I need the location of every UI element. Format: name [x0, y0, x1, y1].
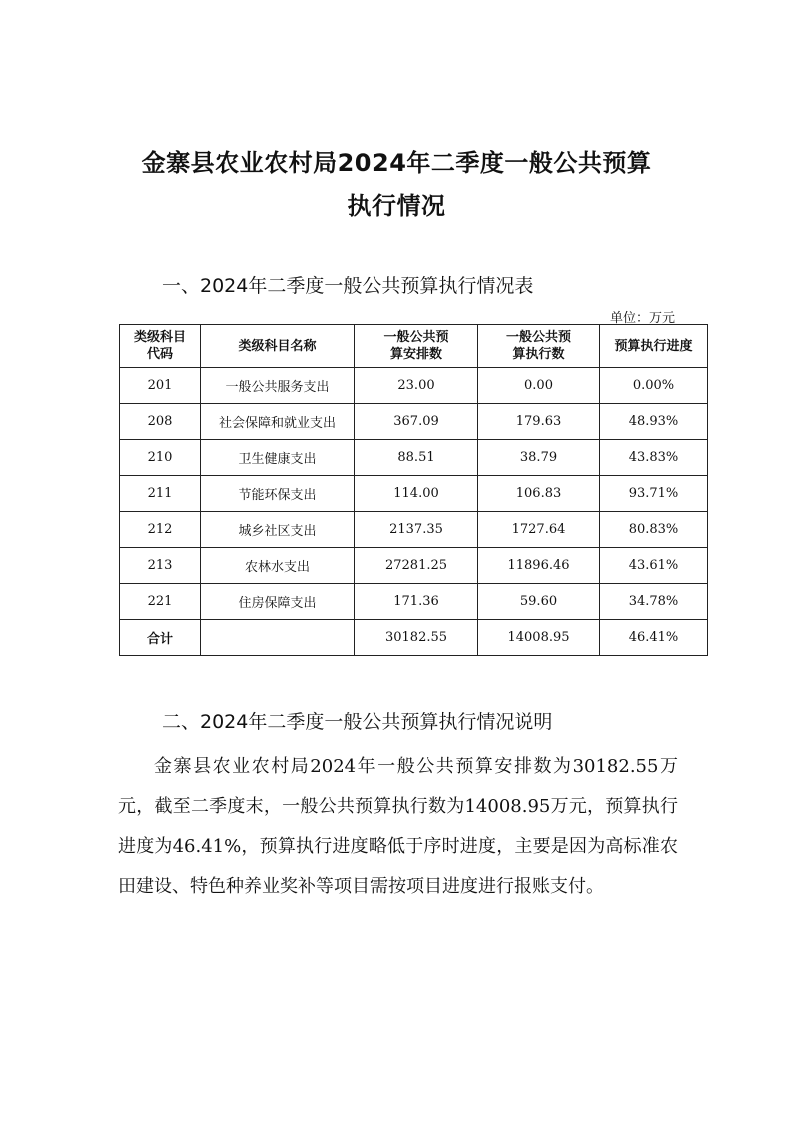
table-row: [120, 440, 708, 476]
cell-executed: 59.60: [478, 584, 600, 620]
header-progress: 预算执行进度: [600, 325, 708, 368]
table-row: [120, 404, 708, 440]
section-2-heading: 二、2024年二季度一般公共预算执行情况说明: [162, 711, 553, 733]
table-row: [120, 368, 708, 404]
table-row: [120, 584, 708, 620]
total-budget: 30182.55: [355, 620, 478, 656]
cell-progress: 43.83%: [600, 440, 708, 476]
document-title-line-1: 金寨县农业农村局2024年二季度一般公共预算: [141, 149, 652, 177]
table-row: [120, 476, 708, 512]
table-header-row: [120, 325, 708, 368]
cell-name: 一般公共服务支出: [201, 368, 355, 404]
cell-budget: 171.36: [355, 584, 478, 620]
cell-executed: 0.00: [478, 368, 600, 404]
table-row: [120, 512, 708, 548]
table-row: [120, 548, 708, 584]
cell-name: 节能环保支出: [201, 476, 355, 512]
cell-code: 210: [120, 440, 201, 476]
cell-progress: 0.00%: [600, 368, 708, 404]
explanation-paragraph: 金寨县农业农村局2024年一般公共预算安排数为30182.55万元，截至二季度末，一般公共预算执行数为14008.95万元，预算执行进度为46.41%，预算执行进度略低于序时进度，主要是因为高标准农田建设、特色种养业奖补等项目需按项目进度进行报账支付。: [118, 756, 678, 897]
table-total-row: [120, 620, 708, 656]
cell-name: 卫生健康支出: [201, 440, 355, 476]
header-name: 类级科目名称: [201, 325, 355, 368]
cell-code: 212: [120, 512, 201, 548]
cell-name: 城乡社区支出: [201, 512, 355, 548]
cell-budget: 114.00: [355, 476, 478, 512]
cell-budget: 2137.35: [355, 512, 478, 548]
document-title-line-2: 执行情况: [347, 192, 446, 220]
cell-budget: 88.51: [355, 440, 478, 476]
cell-code: 211: [120, 476, 201, 512]
cell-budget: 23.00: [355, 368, 478, 404]
total-progress: 46.41%: [600, 620, 708, 656]
cell-progress: 34.78%: [600, 584, 708, 620]
cell-name: 社会保障和就业支出: [201, 404, 355, 440]
cell-progress: 93.71%: [600, 476, 708, 512]
cell-executed: 11896.46: [478, 548, 600, 584]
cell-budget: 27281.25: [355, 548, 478, 584]
header-executed: 一般公共预算执行数: [478, 325, 600, 368]
cell-code: 201: [120, 368, 201, 404]
cell-code: 221: [120, 584, 201, 620]
cell-name: 农林水支出: [201, 548, 355, 584]
cell-progress: 48.93%: [600, 404, 708, 440]
cell-code: 208: [120, 404, 201, 440]
unit-label: 单位：万元: [609, 311, 675, 326]
cell-executed: 38.79: [478, 440, 600, 476]
cell-executed: 179.63: [478, 404, 600, 440]
cell-executed: 1727.64: [478, 512, 600, 548]
cell-budget: 367.09: [355, 404, 478, 440]
cell-code: 213: [120, 548, 201, 584]
header-budget: 一般公共预算安排数: [355, 325, 478, 368]
total-name: [201, 620, 355, 656]
cell-name: 住房保障支出: [201, 584, 355, 620]
cell-progress: 43.61%: [600, 548, 708, 584]
cell-executed: 106.83: [478, 476, 600, 512]
header-code: 类级科目代码: [120, 325, 201, 368]
cell-progress: 80.83%: [600, 512, 708, 548]
section-1-heading: 一、2024年二季度一般公共预算执行情况表: [162, 275, 534, 297]
explanation-block: [118, 747, 678, 907]
total-executed: 14008.95: [478, 620, 600, 656]
total-label: 合计: [120, 620, 201, 656]
budget-table: [119, 324, 708, 656]
